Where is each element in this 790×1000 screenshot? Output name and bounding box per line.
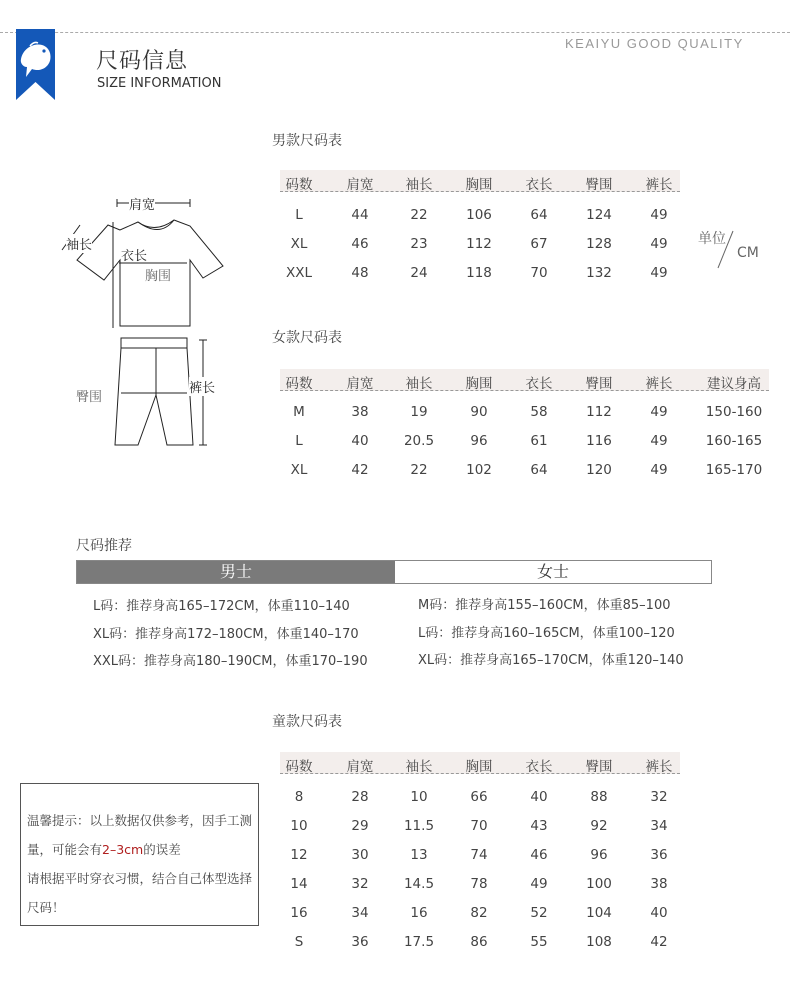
table-cell: 108 [586,934,612,950]
table-cell: 10 [290,818,308,834]
column-header: 裤长 [645,759,673,775]
table-cell: 32 [650,789,668,805]
table-cell: 49 [650,433,668,449]
note-text: 请根据平时穿衣习惯，结合自己体型选择尺码！ [27,871,253,915]
table-cell: 46 [530,847,548,863]
table-cell: S [294,934,304,950]
column-header: 胸围 [465,177,493,193]
table-cell: 49 [530,876,548,892]
table-cell: 8 [294,789,304,805]
table-cell: L [295,433,303,449]
table-cell: 66 [470,789,488,805]
table-cell: 67 [530,236,548,252]
table-cell: 64 [530,207,548,223]
table-cell: 36 [650,847,668,863]
table-cell: 49 [650,236,668,252]
brand-slogan: KEAIYU GOOD QUALITY [565,36,744,51]
table-cell: XXL [285,265,313,281]
table-cell: 49 [650,265,668,281]
unit-label: 单位 [698,231,726,247]
page-title: 尺码信息 [96,49,189,74]
table-cell: 102 [466,462,492,478]
table-cell: 16 [290,905,308,921]
table-cell: 48 [351,265,369,281]
table-cell: 13 [410,847,428,863]
male-rec-line: XL码：推荐身高172–180CM，体重140–170 [93,627,359,642]
table-cell: 14 [290,876,308,892]
table-cell: 23 [410,236,428,252]
note-text: 的误差 [143,842,181,857]
column-header: 臀围 [585,759,613,775]
table-cell: 92 [590,818,608,834]
table-cell: 29 [351,818,369,834]
table-cell: 86 [470,934,488,950]
column-header: 衣长 [525,759,553,775]
table-cell: 38 [650,876,668,892]
column-header: 臀围 [585,376,613,392]
table-cell: 106 [466,207,492,223]
measurement-note [20,783,259,926]
label-sleeve: 袖长 [66,234,92,253]
column-header: 袖长 [405,376,433,392]
column-header: 胸围 [465,376,493,392]
column-header: 肩宽 [346,177,374,193]
table-cell: 11.5 [403,818,435,834]
table-cell: XL [290,462,308,478]
label-length: 衣长 [121,249,148,264]
garment-diagram [60,190,230,455]
table-cell: 52 [530,905,548,921]
label-hip: 臀围 [76,390,103,405]
women-table-title: 女款尺码表 [272,330,342,346]
column-header: 袖长 [405,177,433,193]
table-cell: 46 [351,236,369,252]
tab-female: 女士 [395,561,711,583]
table-cell: 118 [466,265,492,281]
table-cell: 70 [530,265,548,281]
table-cell: 22 [410,462,428,478]
table-cell: XL [290,236,308,252]
table-cell: 34 [650,818,668,834]
table-cell: 12 [290,847,308,863]
table-cell: 90 [470,404,488,420]
table-cell: 40 [351,433,369,449]
table-cell: 44 [351,207,369,223]
table-cell: 49 [650,404,668,420]
table-cell: 42 [650,934,668,950]
table-cell: 14.5 [403,876,435,892]
table-cell: 42 [351,462,369,478]
column-header: 码数 [285,376,313,392]
table-cell: 74 [470,847,488,863]
column-header: 裤长 [645,376,673,392]
table-cell: 116 [586,433,612,449]
table-cell: 150-160 [705,404,763,420]
unit-value: CM [737,245,759,261]
table-cell: L [295,207,303,223]
page-subtitle: SIZE INFORMATION [97,76,222,91]
table-cell: 160-165 [705,433,763,449]
table-cell: 120 [586,462,612,478]
column-header: 衣长 [525,177,553,193]
table-cell: 36 [351,934,369,950]
table-cell: 70 [470,818,488,834]
note-highlight: 2–3cm [102,842,144,857]
table-cell: 20.5 [403,433,435,449]
men-table-title: 男款尺码表 [272,133,342,149]
table-cell: 30 [351,847,369,863]
table-cell: 132 [586,265,612,281]
recommend-tabs [76,560,712,584]
table-cell: 55 [530,934,548,950]
kids-table-title: 童款尺码表 [272,714,342,730]
table-cell: 38 [351,404,369,420]
table-cell: 112 [466,236,492,252]
table-cell: 82 [470,905,488,921]
recommend-title: 尺码推荐 [76,538,132,554]
label-chest: 胸围 [145,269,172,284]
table-cell: 32 [351,876,369,892]
column-header: 胸围 [465,759,493,775]
column-header: 建议身高 [707,376,761,392]
column-header: 码数 [285,759,313,775]
table-cell: 17.5 [403,934,435,950]
table-cell: 64 [530,462,548,478]
male-rec-line: L码：推荐身高165–172CM，体重110–140 [93,599,350,614]
female-rec-line: L码：推荐身高160–165CM，体重100–120 [418,626,675,641]
column-header: 码数 [285,177,313,193]
table-cell: 19 [410,404,428,420]
female-rec-line: M码：推荐身高155–160CM，体重85–100 [418,598,671,613]
table-cell: 88 [590,789,608,805]
label-shoulder: 肩宽 [129,194,155,213]
table-cell: 22 [410,207,428,223]
table-cell: 100 [586,876,612,892]
column-header: 臀围 [585,177,613,193]
table-cell: 49 [650,207,668,223]
table-cell: 78 [470,876,488,892]
tab-male: 男士 [77,561,395,583]
female-rec-line: XL码：推荐身高165–170CM，体重120–140 [418,653,684,668]
table-cell: 40 [650,905,668,921]
table-cell: 16 [410,905,428,921]
table-cell: 128 [586,236,612,252]
label-pants: 裤长 [189,377,215,396]
table-cell: 24 [410,265,428,281]
table-cell: 61 [530,433,548,449]
table-cell: 104 [586,905,612,921]
table-cell: 43 [530,818,548,834]
male-rec-line: XXL码：推荐身高180–190CM，体重170–190 [93,654,368,669]
table-cell: M [293,404,305,420]
table-cell: 96 [590,847,608,863]
column-header: 衣长 [525,376,553,392]
table-cell: 34 [351,905,369,921]
column-header: 裤长 [645,177,673,193]
table-cell: 40 [530,789,548,805]
table-cell: 10 [410,789,428,805]
note-text: 温馨提示：以上数据仅供参考，因手工测量，可能会有 [27,813,253,857]
column-header: 肩宽 [346,759,374,775]
table-cell: 28 [351,789,369,805]
table-cell: 124 [586,207,612,223]
whale-logo-icon [16,29,55,100]
header-divider [0,32,790,33]
table-cell: 112 [586,404,612,420]
table-cell: 58 [530,404,548,420]
column-header: 袖长 [405,759,433,775]
column-header: 肩宽 [346,376,374,392]
table-cell: 96 [470,433,488,449]
table-cell: 165-170 [705,462,763,478]
table-cell: 49 [650,462,668,478]
